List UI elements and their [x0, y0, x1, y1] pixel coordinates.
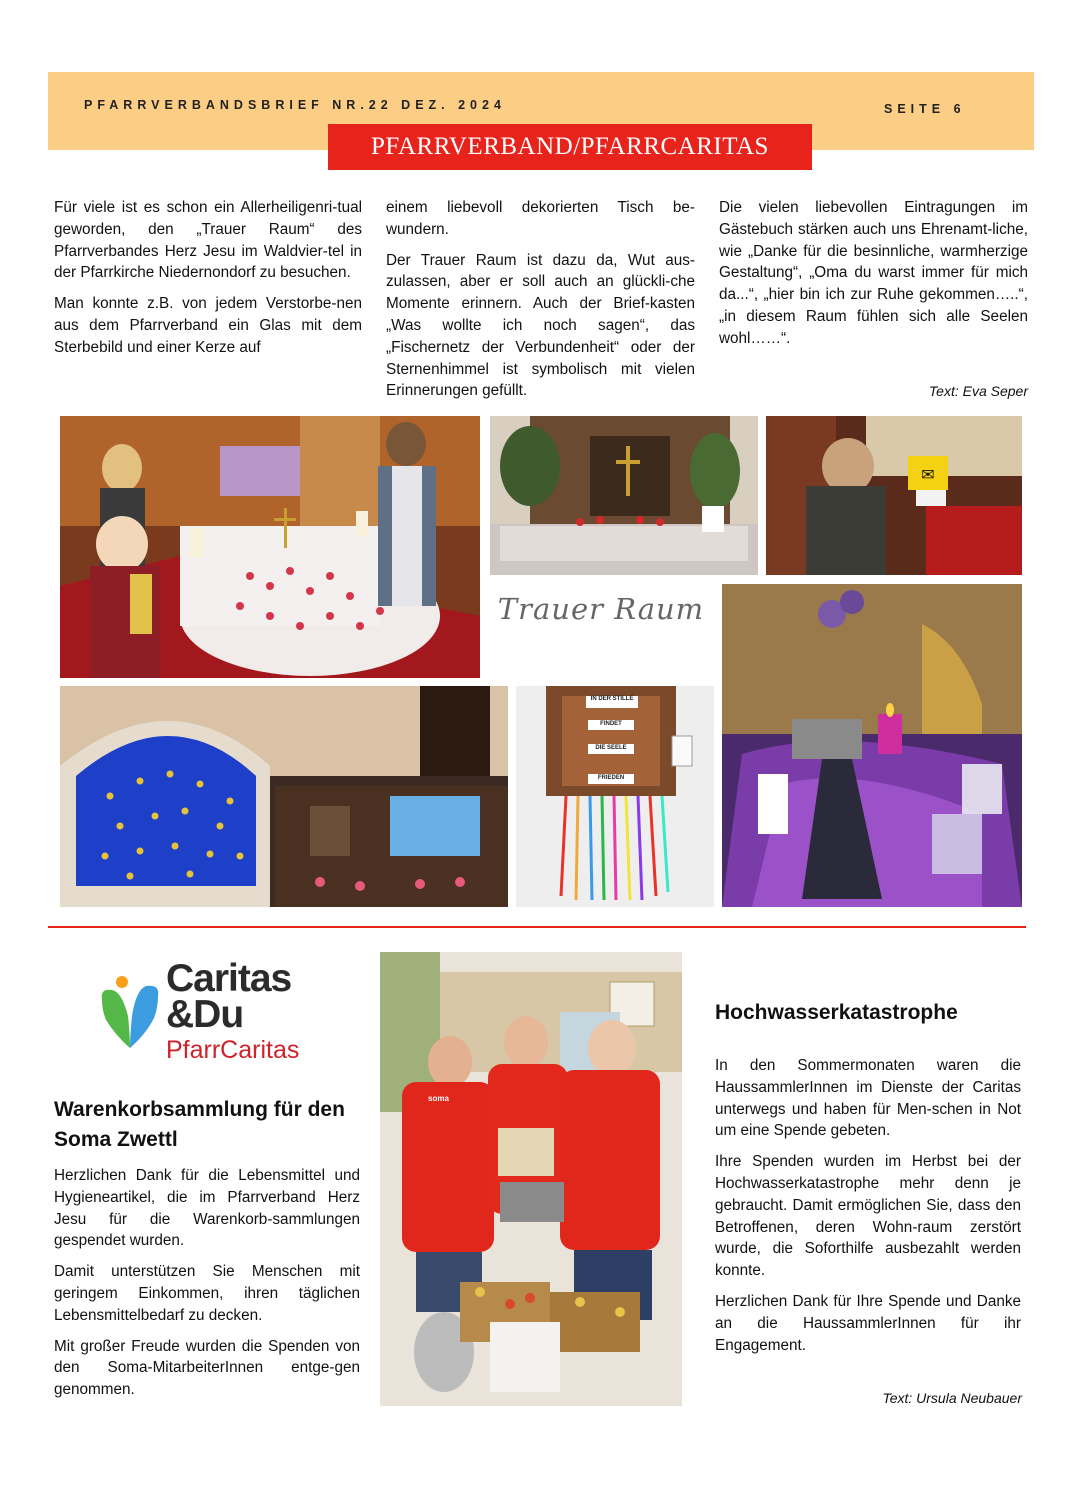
section-divider	[48, 926, 1026, 928]
article3-heading: Hochwasserkatastrophe	[715, 1001, 958, 1024]
pfarrcaritas-wordmark: PfarrCaritas	[166, 1036, 300, 1064]
article3-credit: Text: Ursula Neubauer	[882, 1390, 1022, 1406]
page-number: SEITE 6	[884, 102, 966, 116]
article2-body	[54, 1165, 360, 1410]
caritas-logo	[100, 957, 360, 1064]
article1-column-2	[386, 197, 695, 411]
paragraph: Ihre Spenden wurden im Herbst bei der Hochwasserkatastrophe mehr denn je gebraucht. Damit ermöglichen Sie, dass den Betroffenen, deren Wohn-raum zerstört wurde, die Soforthilfe ausbezahlt werden konnte.	[715, 1153, 1021, 1280]
article1-credit: Text: Eva Seper	[928, 383, 1028, 399]
paragraph: Damit unterstützen Sie Menschen mit geringem Einkommen, ihren täglichen Lebensmittelbedarf zu decken.	[54, 1263, 360, 1324]
caritas-heart-icon	[100, 976, 160, 1052]
photo-letterbox-ribbons	[516, 686, 714, 907]
section-title	[328, 124, 812, 170]
paragraph: Der Trauer Raum ist dazu da, Wut aus-zulassen, aber er soll auch an glückli-che Momente erinnern. Auch der Brief-kasten „Was wollte ich noch sagen“, das „Fischernetz der Verbundenheit“ oder der Sternenhimmel ist symbolisch mit vielen Erinnerungen gefüllt.	[386, 251, 695, 400]
paragraph: einem liebevoll dekorierten Tisch be-wundern.	[386, 199, 695, 238]
paragraph: In den Sommermonaten waren die HaussammlerInnen im Dienste der Caritas unterwegs und haben für Men-schen in Not um eine Spende gebeten.	[715, 1057, 1021, 1140]
paragraph: Die vielen liebevollen Eintragungen im Gästebuch stärken auch uns Ehrenamt-liche, wie „Danke für die besinnliche, warmherzige Gestaltung“, „Oma du warst immer für mich da...“, „hier bin ich zur Ruhe gekommen…..“, „in diesem Raum fühlen sich alle Seelen wohl……“.	[719, 199, 1028, 347]
photo-star-window	[60, 686, 508, 907]
svg-text:✉: ✉	[921, 465, 935, 484]
photo-guestbook	[766, 416, 1022, 575]
panel-label: FRIEDEN	[597, 775, 625, 781]
photo-memorial-table	[60, 416, 480, 678]
caritas-wordmark-1: Caritas	[166, 957, 292, 1000]
section-title-text: PFARRVERBAND/PFARRCARITAS	[371, 133, 769, 160]
paragraph: Für viele ist es schon ein Allerheiligenri-tual geworden, den „Trauer Raum“ des Pfarrverbandes Herz Jesu im Waldvier-tel in der Pfarrkirche Niedernondorf zu besuchen.	[54, 199, 362, 282]
paragraph: Herzlichen Dank für Ihre Spende und Danke an die HaussammlerInnen für ihr Engagement.	[715, 1292, 1021, 1354]
shirt-label: soma	[428, 1094, 449, 1103]
caritas-wordmark-2: &Du	[166, 993, 244, 1036]
photo-altar-candles	[490, 416, 758, 575]
photo-soma-staff	[380, 952, 682, 1406]
paragraph: Mit großer Freude wurden die Spenden von den Soma-MitarbeiterInnen entge-gen genommen.	[54, 1337, 360, 1399]
panel-label: FINDET	[600, 721, 622, 727]
issue-label: PFARRVERBANDSBRIEF NR.22 DEZ. 2024	[84, 98, 506, 112]
article1-column-3	[719, 197, 1028, 359]
photo-purple-altar	[722, 584, 1022, 907]
article2-heading: Warenkorbsammlung für den Soma Zwettl	[54, 1098, 345, 1151]
panel-label: DIE SEELE	[595, 745, 627, 751]
article3-body	[715, 1055, 1021, 1365]
paragraph: Man konnte z.B. von jedem Verstorbe-nen aus dem Pfarrverband ein Glas mit dem Sterbebild und einer Kerze auf	[54, 295, 362, 356]
article1-column-1	[54, 197, 362, 368]
panel-label: IN DER STILLE	[590, 696, 634, 702]
paragraph: Herzlichen Dank für die Lebensmittel und Hygieneartikel, die im Pfarrverband Herz Jesu für die Warenkorb-sammlungen gespendet wurden.	[54, 1167, 360, 1250]
collage-script-title: Trauer Raum	[497, 592, 705, 626]
